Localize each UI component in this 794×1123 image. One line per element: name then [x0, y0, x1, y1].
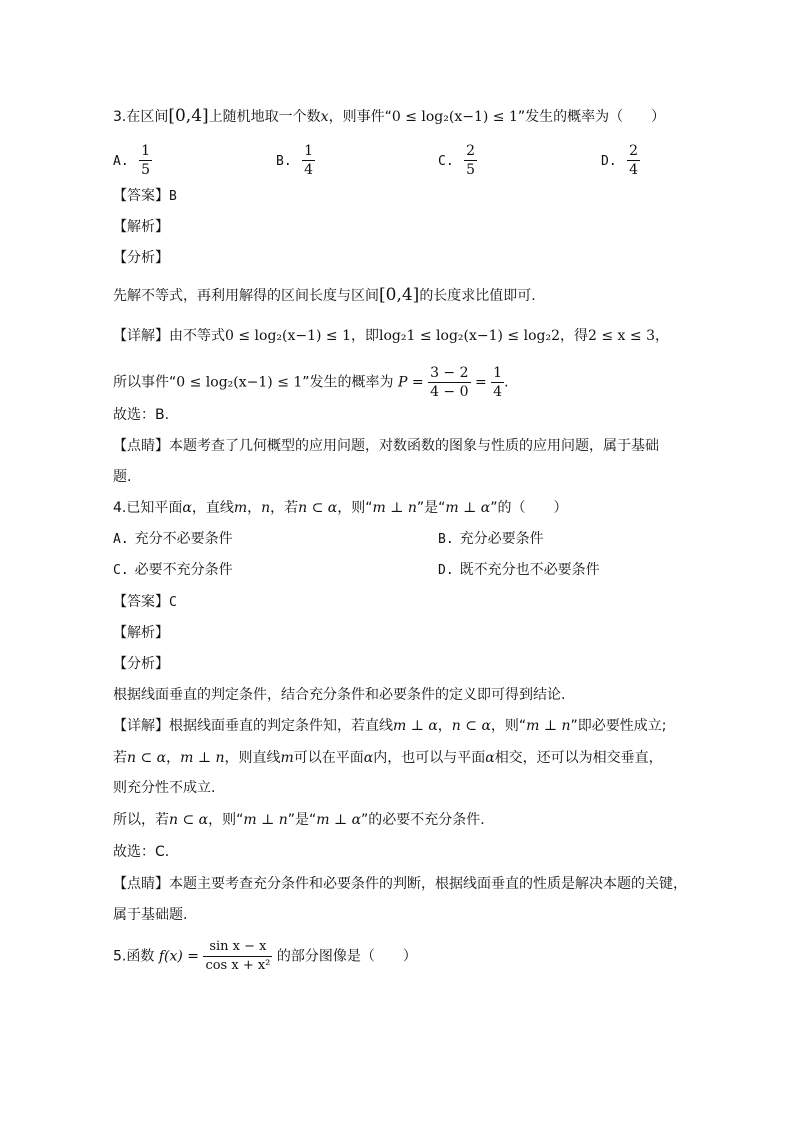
q4-option-c[interactable]: C. 必要不充分条件 — [113, 562, 233, 578]
q4-summary: 所以，若n ⊂ α，则“m ⊥ n”是“m ⊥ α”的必要不充分条件. — [113, 812, 485, 828]
q4-fenxi: 【分析】 — [113, 656, 169, 672]
q4-option-a[interactable]: A. 充分不必要条件 — [113, 531, 233, 547]
q4-guxuan: 故选：C. — [113, 844, 170, 860]
q4-detail-line3: 则充分性不成立. — [113, 780, 216, 796]
q4-answer: 【答案】C — [113, 594, 177, 610]
q5-stem: 5.函数 f(x) = $\frac{\text{sin x − x}}{\text{cos x + x²}}$ 的部分图像是（ ） — [113, 939, 417, 973]
q3-option-a[interactable]: A. $\frac{1}{5}$ — [113, 143, 151, 178]
q3-interval: [0,4] — [168, 106, 209, 126]
q3-event: 0 ≤ log₂(x−1) ≤ 1 — [391, 109, 518, 125]
q3-option-c[interactable]: C. $\frac{2}{5}$ — [438, 143, 476, 178]
q3-option-b[interactable]: B. $\frac{1}{4}$ — [276, 143, 314, 178]
q4-fenxi-text: 根据线面垂直的判定条件，结合充分条件和必要条件的定义即可得到结论. — [113, 687, 566, 703]
q3-stem: 3.在区间[0,4]上随机地取一个数x，则事件“0 ≤ log₂(x−1) ≤ 1”发生的概率为（ ） — [113, 106, 666, 126]
q4-option-d[interactable]: D. 既不充分也不必要条件 — [438, 562, 600, 578]
q3-jiexi: 【解析】 — [113, 219, 169, 235]
q3-dianjing: 【点睛】本题考查了几何概型的应用问题，对数函数的图象与性质的应用问题，属于基础 — [113, 438, 659, 454]
q3-detail: 【详解】由不等式0 ≤ log₂(x−1) ≤ 1，即log₂1 ≤ log₂(x−1) ≤ log₂2，得2 ≤ x ≤ 3， — [113, 328, 669, 344]
q4-detail-line2: 若n ⊂ α，m ⊥ n，则直线m可以在平面α内，也可以与平面α相交，还可以为相交垂直， — [113, 750, 663, 766]
q3-option-d[interactable]: D. $\frac{2}{4}$ — [601, 143, 639, 178]
q4-stem: 4.已知平面α，直线m，n，若n ⊂ α，则“m ⊥ n”是“m ⊥ α”的（ ） — [113, 500, 568, 516]
q4-dianjing: 【点睛】本题主要考查充分条件和必要条件的判断，根据线面垂直的性质是解决本题的关键， — [113, 876, 687, 892]
q3-var-x: x — [320, 109, 329, 125]
q4-option-b[interactable]: B. 充分必要条件 — [438, 531, 544, 547]
q3-answer: 【答案】B — [113, 188, 177, 204]
q4-dianjing-cont: 属于基础题. — [113, 907, 188, 923]
q4-jiexi: 【解析】 — [113, 625, 169, 641]
q4-detail: 【详解】根据线面垂直的判定条件知，若直线m ⊥ α，n ⊂ α，则“m ⊥ n”即必要性成立; — [113, 718, 667, 734]
q3-fenxi: 【分析】 — [113, 250, 169, 266]
q3-fenxi-text: 先解不等式，再利用解得的区间长度与区间[0,4]的长度求比值即可. — [113, 285, 536, 305]
q3-probability: 所以事件“0 ≤ log₂(x−1) ≤ 1”发生的概率为 P = $\frac{3 - 2}{4 - 0}$ = $\frac{1}{4}$ . — [113, 365, 509, 400]
q3-dianjing-cont: 题. — [113, 469, 132, 485]
q3-guxuan: 故选：B. — [113, 407, 170, 423]
